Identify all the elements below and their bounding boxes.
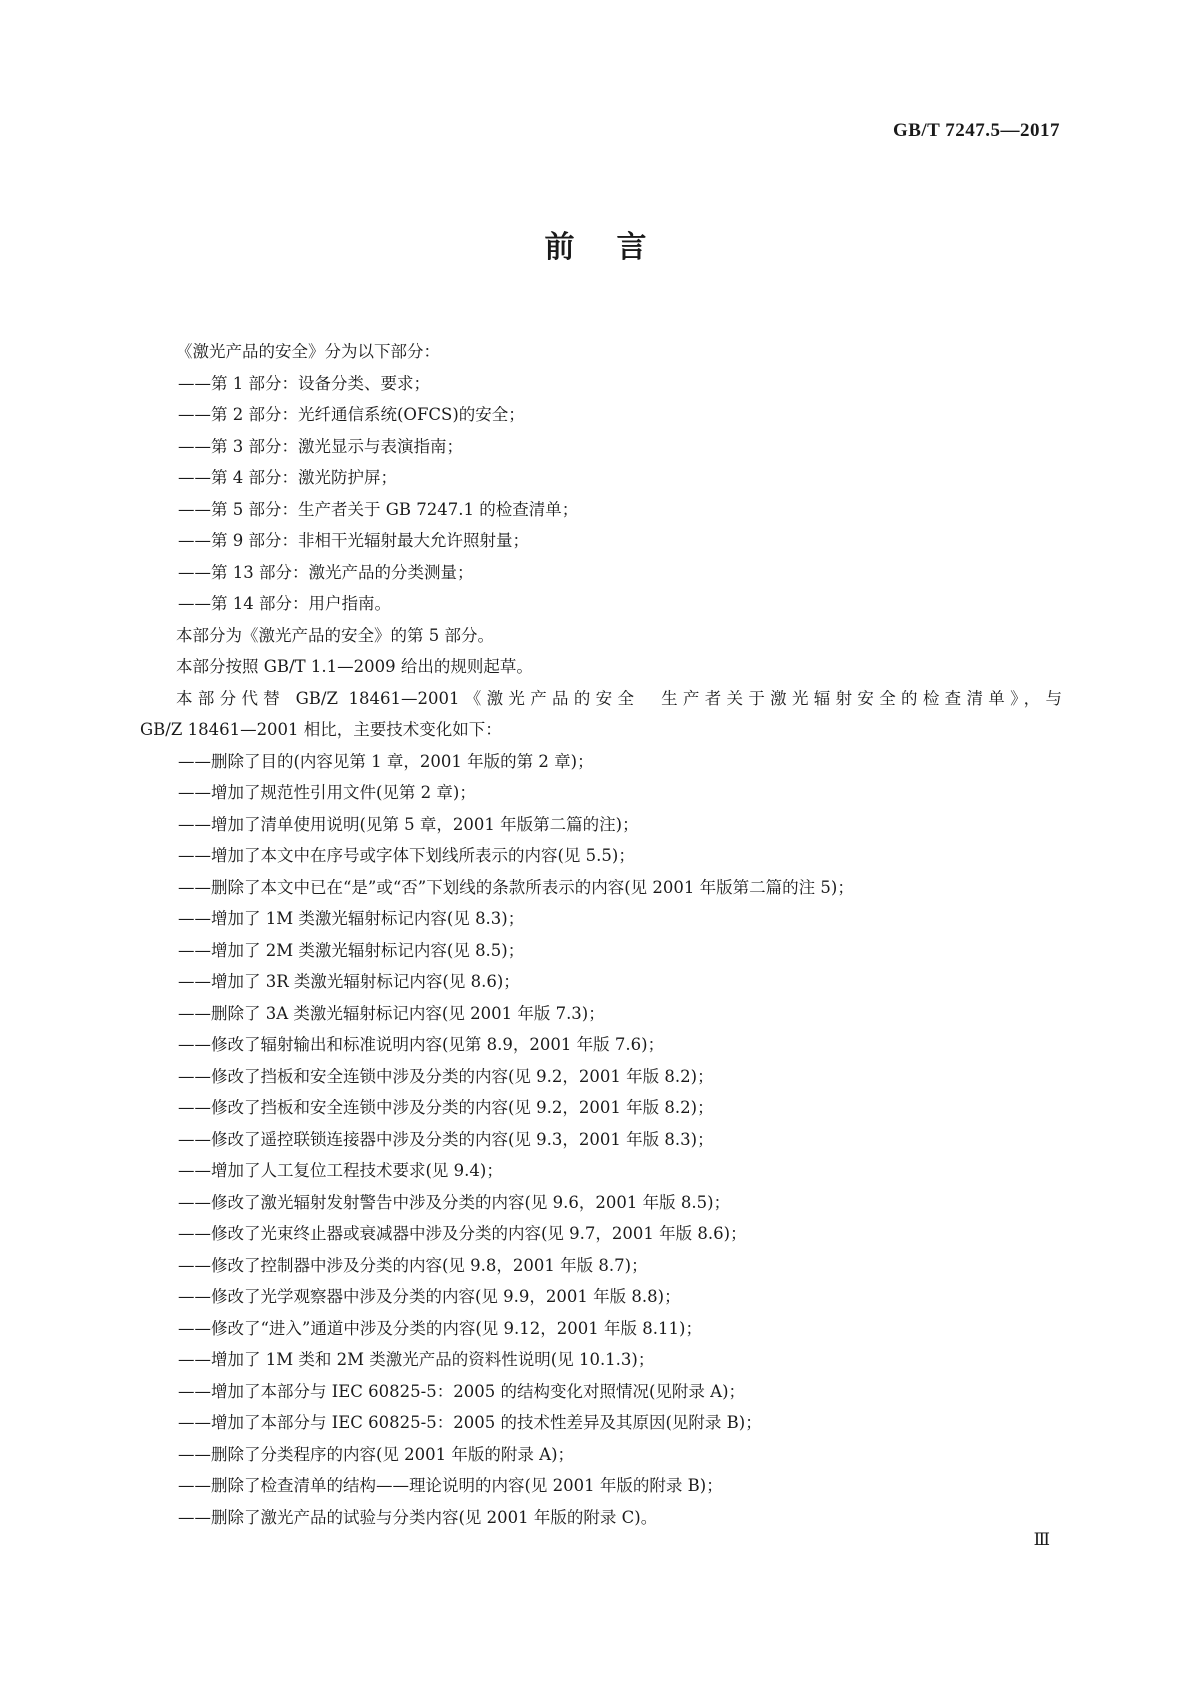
list-item-change: ——删除了分类程序的内容(见 2001 年版的附录 A)； — [178, 1444, 575, 1464]
list-item-change: ——修改了挡板和安全连锁中涉及分类的内容(见 9.2，2001 年版 8.2)； — [178, 1066, 714, 1086]
list-item-change: ——增加了人工复位工程技术要求(见 9.4)； — [178, 1161, 503, 1180]
paragraph-parts-intro: 《激光产品的安全》分为以下部分： — [176, 342, 440, 361]
list-item-part-3: ——第 3 部分：激光显示与表演指南； — [178, 436, 463, 456]
list-item-change: ——删除了本文中已在“是”或“否”下划线的条款所表示的内容(见 2001 年版第二篇的注 5)； — [178, 877, 854, 897]
list-item-change: ——增加了 1M 类激光辐射标记内容(见 8.3)； — [178, 909, 525, 928]
paragraph-replaces-continued: GB/Z 18461—2001 相比，主要技术变化如下： — [140, 720, 502, 739]
list-item-change: ——修改了光束终止器或衰减器中涉及分类的内容(见 9.7，2001 年版 8.6)； — [178, 1224, 747, 1243]
list-item-change: ——修改了激光辐射发射警告中涉及分类的内容(见 9.6，2001 年版 8.5)； — [178, 1192, 731, 1212]
list-item-part-14: ——第 14 部分：用户指南。 — [178, 594, 391, 613]
list-item-change: ——删除了目的(内容见第 1 章，2001 年版的第 2 章)； — [178, 751, 594, 771]
paragraph-this-part: 本部分为《激光产品的安全》的第 5 部分。 — [176, 625, 494, 645]
list-item-change: ——修改了“进入”通道中涉及分类的内容(见 9.12，2001 年版 8.11)； — [178, 1318, 702, 1338]
paragraph-drafting-rules: 本部分按照 GB/T 1.1—2009 给出的规则起草。 — [176, 657, 533, 676]
list-item-part-2: ——第 2 部分：光纤通信系统(OFCS)的安全； — [178, 405, 525, 424]
list-item-change: ——增加了 3R 类激光辐射标记内容(见 8.6)； — [178, 972, 520, 991]
list-item-change: ——增加了 1M 类和 2M 类激光产品的资料性说明(见 10.1.3)； — [178, 1350, 655, 1369]
list-item-change: ——修改了遥控联锁连接器中涉及分类的内容(见 9.3，2001 年版 8.3)； — [178, 1129, 714, 1149]
list-item-change: ——修改了挡板和安全连锁中涉及分类的内容(见 9.2，2001 年版 8.2)； — [178, 1098, 714, 1117]
list-item-change: ——删除了检查清单的结构——理论说明的内容(见 2001 年版的附录 B)； — [178, 1476, 723, 1495]
list-item-change: ——增加了本文中在序号或字体下划线所表示的内容(见 5.5)； — [178, 846, 635, 865]
list-item-change: ——增加了本部分与 IEC 60825-5：2005 的技术性差异及其原因(见附录 B)； — [178, 1413, 762, 1432]
page-title: 前言 — [544, 230, 689, 265]
list-item-part-9: ——第 9 部分：非相干光辐射最大允许照射量； — [178, 531, 529, 550]
list-item-part-5: ——第 5 部分：生产者关于 GB 7247.1 的检查清单； — [178, 499, 579, 519]
standard-number: GB/T 7247.5—2017 — [892, 120, 1060, 141]
list-item-change: ——修改了光学观察器中涉及分类的内容(见 9.9，2001 年版 8.8)； — [178, 1287, 681, 1306]
list-item-change: ——删除了 3A 类激光辐射标记内容(见 2001 年版 7.3)； — [178, 1003, 605, 1023]
list-item-change: ——增加了清单使用说明(见第 5 章，2001 年版第二篇的注)； — [178, 814, 639, 834]
list-item-change: ——修改了辐射输出和标准说明内容(见第 8.9，2001 年版 7.6)； — [178, 1035, 665, 1054]
list-item-part-13: ——第 13 部分：激光产品的分类测量； — [178, 562, 474, 582]
paragraph-replaces: 本部分代替 GB/Z 18461—2001《激光产品的安全 生产者关于激光辐射安全的检查清单》，与 — [176, 688, 1062, 708]
list-item-change: ——删除了激光产品的试验与分类内容(见 2001 年版的附录 C)。 — [178, 1507, 658, 1527]
page-number: Ⅲ — [1033, 1530, 1051, 1549]
foreword-body — [140, 336, 1062, 1533]
list-item-change: ——增加了 2M 类激光辐射标记内容(见 8.5)； — [178, 940, 525, 960]
list-item-part-1: ——第 1 部分：设备分类、要求； — [178, 373, 430, 393]
list-item-part-4: ——第 4 部分：激光防护屏； — [178, 468, 397, 487]
list-item-change: ——修改了控制器中涉及分类的内容(见 9.8，2001 年版 8.7)； — [178, 1255, 648, 1275]
list-item-change: ——增加了规范性引用文件(见第 2 章)； — [178, 783, 476, 802]
list-item-change: ——增加了本部分与 IEC 60825-5：2005 的结构变化对照情况(见附录 A)； — [178, 1381, 746, 1401]
